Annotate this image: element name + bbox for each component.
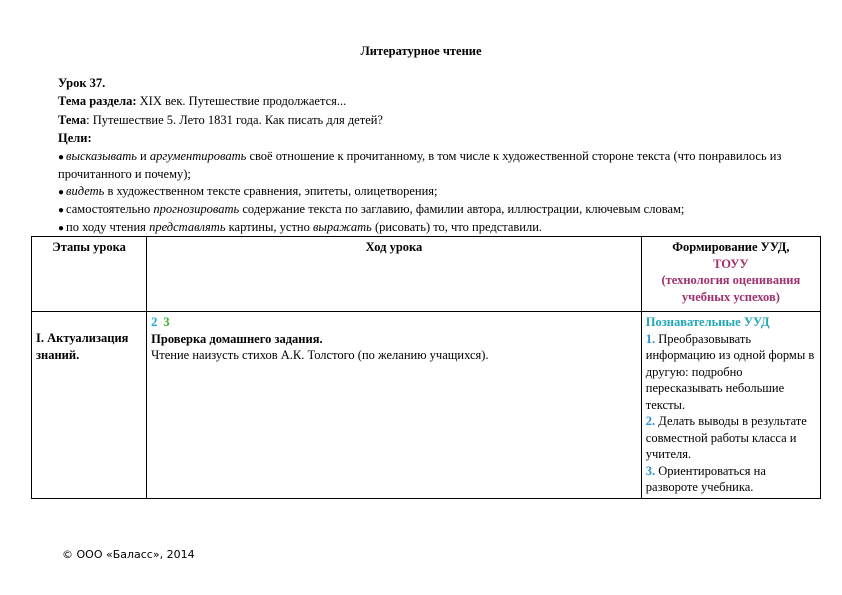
uud-item: 2. Делать выводы в результате совместной работы класса и учителя.: [645, 414, 807, 461]
goal-item: ● высказывать и аргументировать своё отношение к прочитанному, в том числе к художественной стороне текста (что понравилось из прочитанного и почему);: [58, 148, 782, 181]
topic-line: [58, 111, 798, 129]
header-uud: Формирование УУД, ТОУУ (технология оценивания учебных успехов): [641, 237, 820, 312]
goal-item: ● видеть в художественном тексте сравнения, эпитеты, олицетворения;: [58, 184, 438, 199]
goals-label: Цели:: [58, 131, 92, 146]
section-line: [58, 92, 798, 110]
table-header-row: [32, 237, 821, 312]
uud-item: 3. Ориентироваться на развороте учебника.: [645, 463, 766, 494]
stage-name: I. Актуализация знаний.: [36, 331, 129, 362]
goals-list: [58, 148, 798, 238]
lesson-number: Урок 37.: [58, 76, 106, 90]
task-text: Чтение наизусть стихов А.К. Толстого (по желанию учащихся).: [151, 348, 489, 362]
topic-value: : Путешествие 5. Лето 1831 года. Как писать для детей?: [86, 112, 383, 127]
section-label: Тема раздела:: [58, 94, 137, 109]
header-course: Ход урока: [147, 237, 642, 312]
lesson-table: [31, 236, 821, 499]
goal-item: ● по ходу чтения представлять картины, устно выражать (рисовать) то, что представили.: [58, 220, 543, 235]
table-row: [32, 312, 821, 499]
goal-item: ● самостоятельно прогнозировать содержание текста по заглавию, фамилии автора, иллюстрации, ключевым словам;: [58, 202, 685, 217]
copyright-footer: © ООО «Баласс», 2014: [62, 548, 195, 561]
lesson-header: [58, 74, 798, 238]
task-title: Проверка домашнего задания.: [151, 331, 323, 346]
step-numbers: 2 3: [151, 315, 170, 329]
section-value: XIX век. Путешествие продолжается...: [136, 94, 347, 109]
topic-label: Тема: [58, 112, 87, 127]
header-stages: Этапы урока: [32, 237, 147, 312]
uud-item: 1. Преобразовывать информацию из одной формы в другую: подробно пересказывать небольшие тексты.: [645, 331, 815, 412]
course-cell: [147, 312, 642, 499]
uud-category: Познавательные УУД: [645, 315, 770, 329]
stage-cell: [32, 312, 147, 499]
subject-title: Литературное чтение: [360, 44, 482, 58]
uud-cell: [641, 312, 820, 499]
